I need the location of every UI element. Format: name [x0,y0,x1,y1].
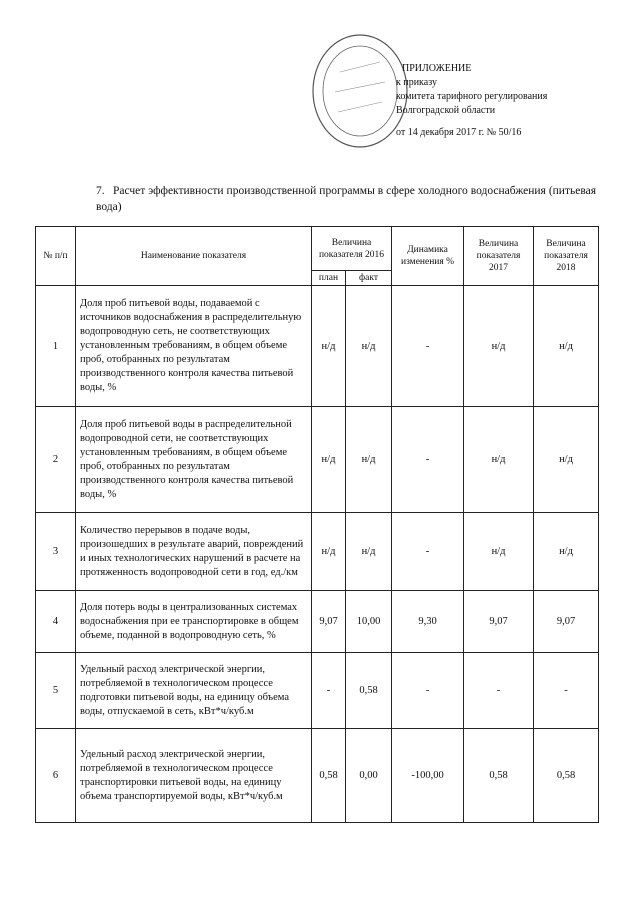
row-2017: н/д [464,286,534,407]
row-2017: н/д [464,513,534,591]
row-2018: - [534,653,599,729]
row-dynamics: 9,30 [392,591,464,653]
header-fact: факт [346,271,392,286]
header-value-2016: Величина показателя 2016 [312,227,392,271]
row-plan: 0,58 [312,729,346,823]
row-fact: 0,00 [346,729,392,823]
row-num: 2 [36,407,76,513]
row-2018: н/д [534,513,599,591]
row-plan: - [312,653,346,729]
row-fact: 0,58 [346,653,392,729]
row-plan: н/д [312,407,346,513]
header-value-2017: Величина показателя 2017 [464,227,534,286]
row-name: Удельный расход электрической энергии, потребляемой в технологическом процессе транспортировки питьевой воды, на единицу объема транспортируемой воды, кВт*ч/куб.м [76,729,312,823]
efficiency-table [35,226,599,823]
table-row [36,407,599,513]
row-plan: н/д [312,513,346,591]
row-2018: н/д [534,407,599,513]
row-num: 1 [36,286,76,407]
row-name: Доля потерь воды в централизованных системах водоснабжения при ее транспортировке в общем объеме, поданной в водопроводную сеть, % [76,591,312,653]
row-2017: 9,07 [464,591,534,653]
row-2018: н/д [534,286,599,407]
header-name: Наименование показателя [76,227,312,286]
document-header [396,62,547,140]
row-dynamics: - [392,513,464,591]
table-row [36,729,599,823]
row-fact: н/д [346,513,392,591]
table-row [36,286,599,407]
row-fact: н/д [346,407,392,513]
section-heading [96,183,596,215]
row-2017: н/д [464,407,534,513]
row-num: 5 [36,653,76,729]
table-row [36,513,599,591]
header-dynamics: Динамика изменения % [392,227,464,286]
row-num: 6 [36,729,76,823]
header-value-2018: Величина показателя 2018 [534,227,599,286]
row-dynamics: -100,00 [392,729,464,823]
appendix-title: ПРИЛОЖЕНИЕ [402,63,472,74]
row-plan: н/д [312,286,346,407]
row-name: Количество перерывов в подаче воды, произошедших в результате аварий, повреждений и иных технологических нарушений в расчете на протяженность водопроводной сети в год, ед./км [76,513,312,591]
row-dynamics: - [392,653,464,729]
table-row [36,653,599,729]
row-name: Доля проб питьевой воды в распределительной водопроводной сети, не соответствующих установленным требованиям, в общем объеме проб, отобранных по результатам производственного контроля качества питьевой воды, % [76,407,312,513]
row-plan: 9,07 [312,591,346,653]
row-fact: н/д [346,286,392,407]
row-2018: 0,58 [534,729,599,823]
row-dynamics: - [392,286,464,407]
row-dynamics: - [392,407,464,513]
official-stamp [310,32,410,150]
section-number: 7. [96,185,105,197]
header-num: № п/п [36,227,76,286]
section-title: Расчет эффективности производственной программы в сфере холодного водоснабжения (питьевая вода) [96,185,597,213]
header-line-3: Волгоградской области [396,105,496,116]
row-num: 4 [36,591,76,653]
row-2017: 0,58 [464,729,534,823]
row-name: Доля проб питьевой воды, подаваемой с источников водоснабжения в распределительную водопроводную сеть, не соответствующих установленным требованиям, в общем объеме проб, отобранных по результатам производственного контроля качества питьевой воды, % [76,286,312,407]
table-row [36,591,599,653]
row-2018: 9,07 [534,591,599,653]
row-num: 3 [36,513,76,591]
header-line-2: комитета тарифного регулирования [396,91,548,102]
header-line-4: от 14 декабря 2017 г. № 50/16 [396,127,522,138]
row-2017: - [464,653,534,729]
row-name: Удельный расход электрической энергии, потребляемой в технологическом процессе подготовки питьевой воды, на единицу объема воды, отпускаемой в сеть, кВт*ч/куб.м [76,653,312,729]
header-line-1: к приказу [396,77,437,88]
row-fact: 10,00 [346,591,392,653]
header-plan: план [312,271,346,286]
